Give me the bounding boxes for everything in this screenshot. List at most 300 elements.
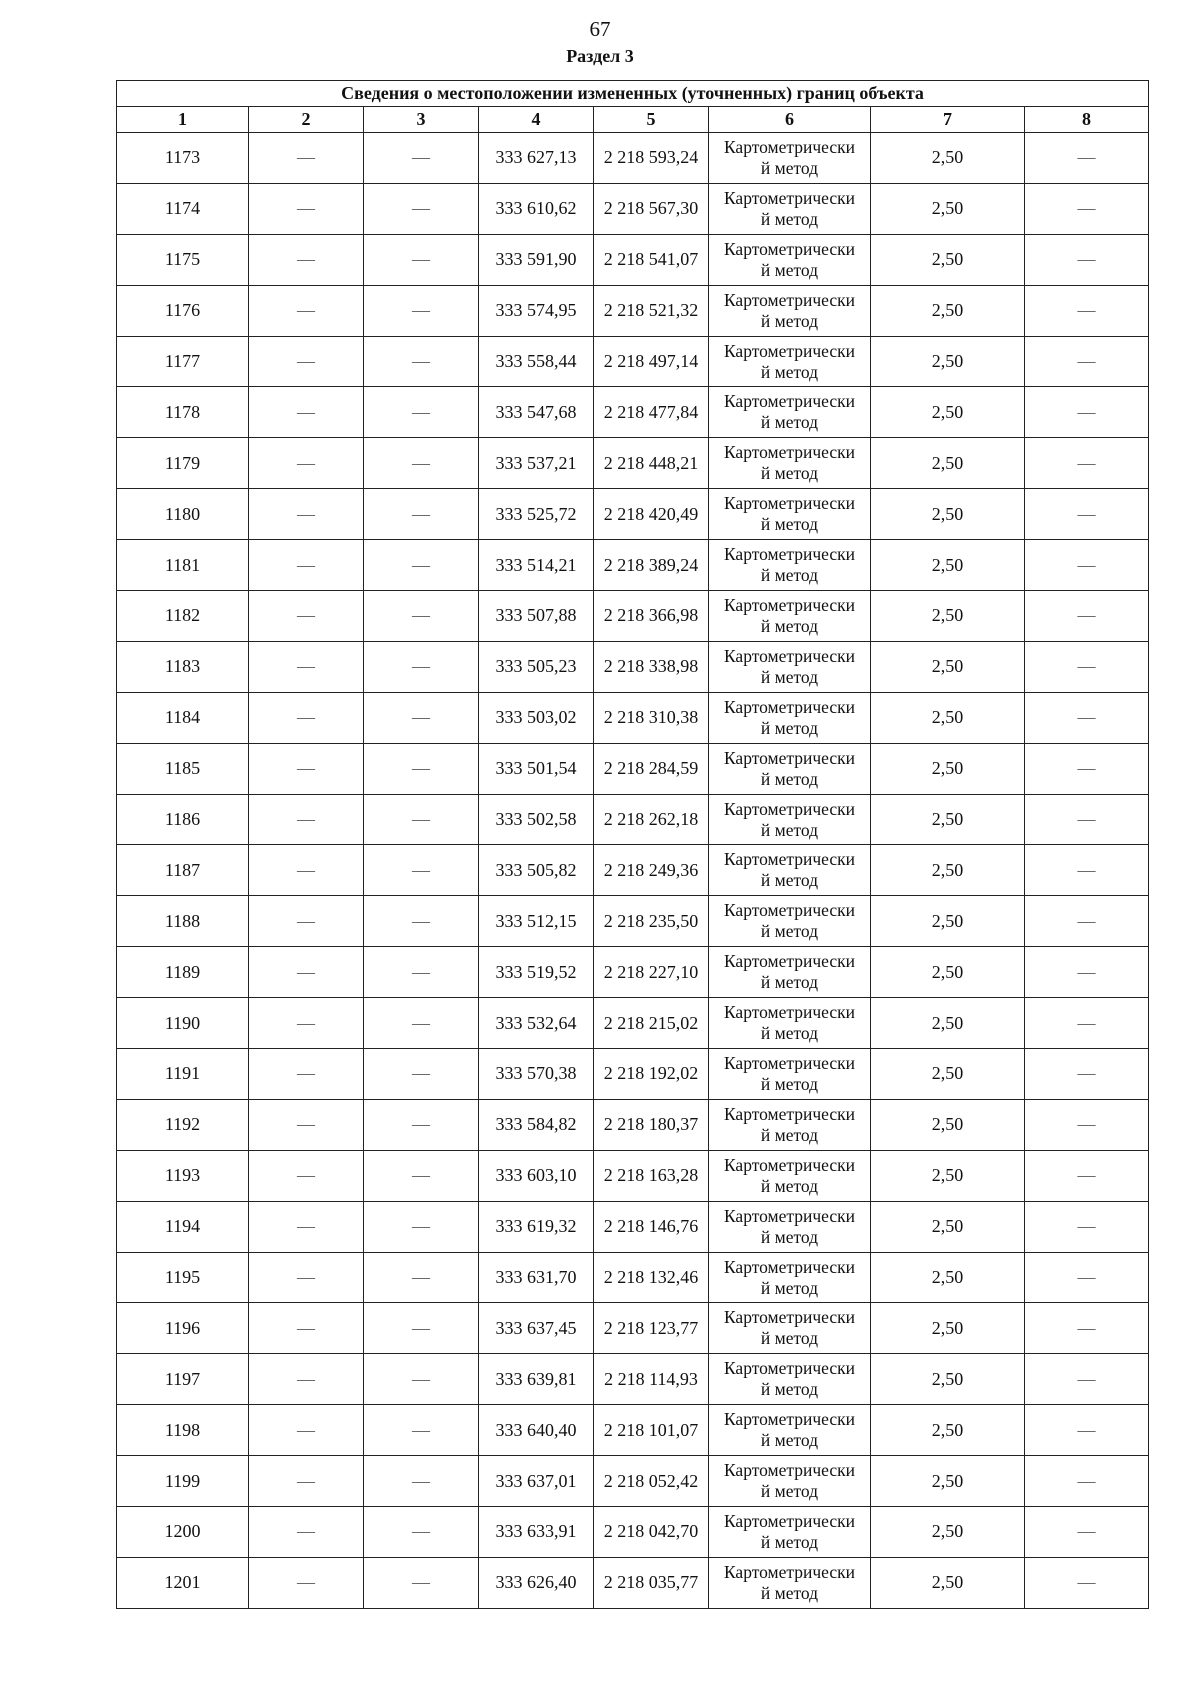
method-text-line-1: Картометрически [723,1561,856,1582]
x-coordinate-cell: 333 610,62 [479,183,594,234]
method-cell [709,845,871,896]
method-text-line-2: й метод [760,310,819,331]
method-text-line-1: Картометрически [723,391,856,412]
column-8-cell: — [1025,998,1149,1049]
y-coordinate-cell: 2 218 192,02 [594,1049,709,1100]
x-coordinate-cell: 333 547,68 [479,387,594,438]
method-text-line-2: й метод [760,361,819,382]
accuracy-cell: 2,50 [871,591,1025,642]
method-text-line-2: й метод [760,870,819,891]
column-3-cell: — [364,336,479,387]
accuracy-cell: 2,50 [871,947,1025,998]
point-number-cell: 1194 [117,1201,249,1252]
column-3-cell: — [364,1252,479,1303]
column-8-cell: — [1025,1456,1149,1507]
accuracy-cell: 2,50 [871,641,1025,692]
column-3-cell: — [364,489,479,540]
method-text-line-1: Картометрически [723,696,856,717]
method-text-line-2: й метод [760,768,819,789]
column-number: 3 [364,107,479,133]
column-2-cell: — [249,234,364,285]
method-cell [709,998,871,1049]
column-2-cell: — [249,336,364,387]
accuracy-cell: 2,50 [871,1150,1025,1201]
point-number-cell: 1189 [117,947,249,998]
method-text-line-1: Картометрически [723,1002,856,1023]
column-3-cell: — [364,1303,479,1354]
method-text-line-2: й метод [760,1481,819,1502]
column-2-cell: — [249,692,364,743]
column-3-cell: — [364,896,479,947]
point-number-cell: 1185 [117,743,249,794]
column-8-cell: — [1025,947,1149,998]
table-row [117,438,1149,489]
method-text-line-2: й метод [760,1531,819,1552]
method-text-line-2: й метод [760,921,819,942]
point-number-cell: 1198 [117,1405,249,1456]
method-text-line-2: й метод [760,208,819,229]
point-number-cell: 1175 [117,234,249,285]
section-title: Раздел 3 [566,46,634,66]
accuracy-cell: 2,50 [871,1557,1025,1608]
column-2-cell: — [249,641,364,692]
x-coordinate-cell: 333 639,81 [479,1354,594,1405]
point-number-cell: 1190 [117,998,249,1049]
column-2-cell: — [249,1405,364,1456]
column-8-cell: — [1025,1354,1149,1405]
method-text-line-1: Картометрически [723,442,856,463]
table-row [117,1507,1149,1558]
point-number-cell: 1188 [117,896,249,947]
table-row [117,183,1149,234]
accuracy-cell: 2,50 [871,1354,1025,1405]
method-text-line-1: Картометрически [723,594,856,615]
accuracy-cell: 2,50 [871,1049,1025,1100]
method-text-line-2: й метод [760,1226,819,1247]
x-coordinate-cell: 333 631,70 [479,1252,594,1303]
column-8-cell: — [1025,183,1149,234]
column-2-cell: — [249,591,364,642]
column-number: 8 [1025,107,1149,133]
point-number-cell: 1196 [117,1303,249,1354]
column-8-cell: — [1025,285,1149,336]
column-3-cell: — [364,1354,479,1405]
table-row [117,743,1149,794]
method-text-line-1: Картометрически [723,798,856,819]
column-8-cell: — [1025,743,1149,794]
column-8-cell: — [1025,1303,1149,1354]
accuracy-cell: 2,50 [871,540,1025,591]
point-number-cell: 1174 [117,183,249,234]
method-text-line-1: Картометрически [723,136,856,157]
y-coordinate-cell: 2 218 101,07 [594,1405,709,1456]
point-number-cell: 1187 [117,845,249,896]
method-text-line-2: й метод [760,1328,819,1349]
y-coordinate-cell: 2 218 497,14 [594,336,709,387]
method-cell [709,1507,871,1558]
column-8-cell: — [1025,1150,1149,1201]
column-3-cell: — [364,183,479,234]
column-8-cell: — [1025,1405,1149,1456]
y-coordinate-cell: 2 218 042,70 [594,1507,709,1558]
column-8-cell: — [1025,1201,1149,1252]
column-3-cell: — [364,1150,479,1201]
y-coordinate-cell: 2 218 338,98 [594,641,709,692]
method-text-line-2: й метод [760,1277,819,1298]
method-text-line-1: Картометрически [723,1154,856,1175]
column-8-cell: — [1025,1507,1149,1558]
accuracy-cell: 2,50 [871,387,1025,438]
column-number-row [117,107,1149,133]
column-8-cell: — [1025,794,1149,845]
accuracy-cell: 2,50 [871,1405,1025,1456]
column-number: 4 [479,107,594,133]
method-cell [709,947,871,998]
table-row [117,896,1149,947]
accuracy-cell: 2,50 [871,234,1025,285]
column-2-cell: — [249,1049,364,1100]
column-3-cell: — [364,1099,479,1150]
table-row [117,1049,1149,1100]
column-8-cell: — [1025,896,1149,947]
boundary-coordinates-table [116,80,1149,1609]
method-text-line-2: й метод [760,1430,819,1451]
column-8-cell: — [1025,1049,1149,1100]
method-cell [709,1049,871,1100]
accuracy-cell: 2,50 [871,1201,1025,1252]
column-2-cell: — [249,1354,364,1405]
y-coordinate-cell: 2 218 052,42 [594,1456,709,1507]
column-2-cell: — [249,1150,364,1201]
method-cell [709,692,871,743]
method-cell [709,1252,871,1303]
x-coordinate-cell: 333 507,88 [479,591,594,642]
column-2-cell: — [249,1507,364,1558]
column-2-cell: — [249,1303,364,1354]
column-2-cell: — [249,540,364,591]
y-coordinate-cell: 2 218 284,59 [594,743,709,794]
column-2-cell: — [249,1252,364,1303]
y-coordinate-cell: 2 218 389,24 [594,540,709,591]
point-number-cell: 1178 [117,387,249,438]
x-coordinate-cell: 333 619,32 [479,1201,594,1252]
method-text-line-1: Картометрически [723,1052,856,1073]
table-caption-row [117,81,1149,107]
column-number: 2 [249,107,364,133]
table-row [117,1099,1149,1150]
table-row [117,641,1149,692]
table-row [117,1252,1149,1303]
x-coordinate-cell: 333 501,54 [479,743,594,794]
column-3-cell: — [364,540,479,591]
x-coordinate-cell: 333 532,64 [479,998,594,1049]
method-cell [709,1557,871,1608]
method-text-line-1: Картометрически [723,1256,856,1277]
method-text-line-1: Картометрически [723,1409,856,1430]
table-row [117,947,1149,998]
x-coordinate-cell: 333 637,45 [479,1303,594,1354]
x-coordinate-cell: 333 512,15 [479,896,594,947]
point-number-cell: 1193 [117,1150,249,1201]
method-cell [709,1201,871,1252]
column-8-cell: — [1025,1099,1149,1150]
column-3-cell: — [364,234,479,285]
accuracy-cell: 2,50 [871,183,1025,234]
table-row [117,489,1149,540]
accuracy-cell: 2,50 [871,692,1025,743]
column-3-cell: — [364,845,479,896]
column-2-cell: — [249,1456,364,1507]
column-8-cell: — [1025,489,1149,540]
point-number-cell: 1184 [117,692,249,743]
y-coordinate-cell: 2 218 567,30 [594,183,709,234]
table-row [117,1303,1149,1354]
method-text-line-2: й метод [760,1124,819,1145]
column-3-cell: — [364,387,479,438]
x-coordinate-cell: 333 637,01 [479,1456,594,1507]
method-cell [709,489,871,540]
y-coordinate-cell: 2 218 235,50 [594,896,709,947]
column-2-cell: — [249,1099,364,1150]
point-number-cell: 1200 [117,1507,249,1558]
method-cell [709,540,871,591]
method-text-line-1: Картометрически [723,1205,856,1226]
column-2-cell: — [249,489,364,540]
column-2-cell: — [249,947,364,998]
method-text-line-2: й метод [760,1023,819,1044]
accuracy-cell: 2,50 [871,1456,1025,1507]
table-row [117,1557,1149,1608]
y-coordinate-cell: 2 218 180,37 [594,1099,709,1150]
point-number-cell: 1181 [117,540,249,591]
x-coordinate-cell: 333 505,82 [479,845,594,896]
method-text-line-1: Картометрически [723,544,856,565]
method-text-line-1: Картометрически [723,747,856,768]
y-coordinate-cell: 2 218 477,84 [594,387,709,438]
column-3-cell: — [364,1405,479,1456]
method-cell [709,1354,871,1405]
table-row [117,133,1149,184]
table-row [117,591,1149,642]
method-text-line-1: Картометрически [723,645,856,666]
x-coordinate-cell: 333 503,02 [479,692,594,743]
table-caption: Сведения о местоположении измененных (уточненных) границ объекта [117,81,1149,107]
accuracy-cell: 2,50 [871,285,1025,336]
column-8-cell: — [1025,1252,1149,1303]
method-text-line-1: Картометрически [723,493,856,514]
point-number-cell: 1191 [117,1049,249,1100]
method-text-line-1: Картометрически [723,849,856,870]
table-row [117,1354,1149,1405]
y-coordinate-cell: 2 218 366,98 [594,591,709,642]
point-number-cell: 1183 [117,641,249,692]
column-8-cell: — [1025,133,1149,184]
method-text-line-2: й метод [760,412,819,433]
accuracy-cell: 2,50 [871,1303,1025,1354]
column-3-cell: — [364,743,479,794]
column-3-cell: — [364,1507,479,1558]
column-number: 6 [709,107,871,133]
table-row [117,1150,1149,1201]
table-row [117,285,1149,336]
column-8-cell: — [1025,845,1149,896]
column-2-cell: — [249,133,364,184]
column-2-cell: — [249,438,364,489]
table-row [117,540,1149,591]
method-text-line-1: Картометрически [723,340,856,361]
column-8-cell: — [1025,540,1149,591]
table-row [117,1201,1149,1252]
table-row [117,845,1149,896]
x-coordinate-cell: 333 537,21 [479,438,594,489]
column-3-cell: — [364,947,479,998]
x-coordinate-cell: 333 626,40 [479,1557,594,1608]
accuracy-cell: 2,50 [871,1099,1025,1150]
method-text-line-1: Картометрически [723,289,856,310]
x-coordinate-cell: 333 627,13 [479,133,594,184]
column-2-cell: — [249,1557,364,1608]
table-row [117,1405,1149,1456]
column-2-cell: — [249,896,364,947]
method-text-line-1: Картометрически [723,900,856,921]
column-2-cell: — [249,845,364,896]
point-number-cell: 1201 [117,1557,249,1608]
method-cell [709,743,871,794]
point-number-cell: 1180 [117,489,249,540]
accuracy-cell: 2,50 [871,438,1025,489]
column-2-cell: — [249,285,364,336]
method-cell [709,234,871,285]
column-8-cell: — [1025,1557,1149,1608]
method-text-line-2: й метод [760,565,819,586]
method-cell [709,794,871,845]
page-number: 67 [589,17,611,41]
column-8-cell: — [1025,591,1149,642]
y-coordinate-cell: 2 218 521,32 [594,285,709,336]
method-text-line-2: й метод [760,259,819,280]
column-8-cell: — [1025,336,1149,387]
x-coordinate-cell: 333 640,40 [479,1405,594,1456]
column-2-cell: — [249,1201,364,1252]
accuracy-cell: 2,50 [871,1507,1025,1558]
method-cell [709,591,871,642]
method-cell [709,438,871,489]
y-coordinate-cell: 2 218 541,07 [594,234,709,285]
accuracy-cell: 2,50 [871,794,1025,845]
point-number-cell: 1173 [117,133,249,184]
x-coordinate-cell: 333 633,91 [479,1507,594,1558]
method-cell [709,183,871,234]
point-number-cell: 1176 [117,285,249,336]
table-row [117,1456,1149,1507]
column-3-cell: — [364,794,479,845]
point-number-cell: 1179 [117,438,249,489]
column-2-cell: — [249,387,364,438]
point-number-cell: 1186 [117,794,249,845]
method-cell [709,336,871,387]
table-row [117,387,1149,438]
y-coordinate-cell: 2 218 215,02 [594,998,709,1049]
method-text-line-2: й метод [760,1582,819,1603]
table-row [117,794,1149,845]
method-text-line-2: й метод [760,819,819,840]
method-text-line-2: й метод [760,463,819,484]
accuracy-cell: 2,50 [871,1252,1025,1303]
x-coordinate-cell: 333 584,82 [479,1099,594,1150]
point-number-cell: 1177 [117,336,249,387]
point-number-cell: 1182 [117,591,249,642]
method-text-line-2: й метод [760,717,819,738]
column-2-cell: — [249,998,364,1049]
method-cell [709,1150,871,1201]
method-text-line-2: й метод [760,1379,819,1400]
method-text-line-2: й метод [760,1175,819,1196]
point-number-cell: 1199 [117,1456,249,1507]
x-coordinate-cell: 333 574,95 [479,285,594,336]
method-cell [709,896,871,947]
column-3-cell: — [364,1201,479,1252]
accuracy-cell: 2,50 [871,896,1025,947]
y-coordinate-cell: 2 218 310,38 [594,692,709,743]
method-text-line-1: Картометрически [723,1358,856,1379]
method-text-line-2: й метод [760,666,819,687]
column-3-cell: — [364,1456,479,1507]
x-coordinate-cell: 333 519,52 [479,947,594,998]
method-text-line-2: й метод [760,615,819,636]
accuracy-cell: 2,50 [871,336,1025,387]
column-3-cell: — [364,591,479,642]
column-2-cell: — [249,794,364,845]
point-number-cell: 1192 [117,1099,249,1150]
table-row [117,234,1149,285]
column-8-cell: — [1025,692,1149,743]
point-number-cell: 1197 [117,1354,249,1405]
column-number: 7 [871,107,1025,133]
y-coordinate-cell: 2 218 035,77 [594,1557,709,1608]
y-coordinate-cell: 2 218 227,10 [594,947,709,998]
method-cell [709,1405,871,1456]
column-3-cell: — [364,692,479,743]
accuracy-cell: 2,50 [871,489,1025,540]
column-3-cell: — [364,285,479,336]
method-text-line-1: Картометрически [723,187,856,208]
y-coordinate-cell: 2 218 114,93 [594,1354,709,1405]
method-cell [709,1303,871,1354]
table-row [117,692,1149,743]
method-text-line-2: й метод [760,1073,819,1094]
y-coordinate-cell: 2 218 123,77 [594,1303,709,1354]
method-cell [709,285,871,336]
x-coordinate-cell: 333 502,58 [479,794,594,845]
column-8-cell: — [1025,438,1149,489]
column-3-cell: — [364,1049,479,1100]
y-coordinate-cell: 2 218 593,24 [594,133,709,184]
column-3-cell: — [364,1557,479,1608]
column-2-cell: — [249,743,364,794]
x-coordinate-cell: 333 514,21 [479,540,594,591]
accuracy-cell: 2,50 [871,998,1025,1049]
method-text-line-1: Картометрически [723,1103,856,1124]
y-coordinate-cell: 2 218 146,76 [594,1201,709,1252]
method-text-line-1: Картометрически [723,951,856,972]
method-text-line-1: Картометрически [723,1307,856,1328]
y-coordinate-cell: 2 218 249,36 [594,845,709,896]
method-cell [709,1456,871,1507]
y-coordinate-cell: 2 218 163,28 [594,1150,709,1201]
column-number: 1 [117,107,249,133]
column-3-cell: — [364,438,479,489]
x-coordinate-cell: 333 505,23 [479,641,594,692]
